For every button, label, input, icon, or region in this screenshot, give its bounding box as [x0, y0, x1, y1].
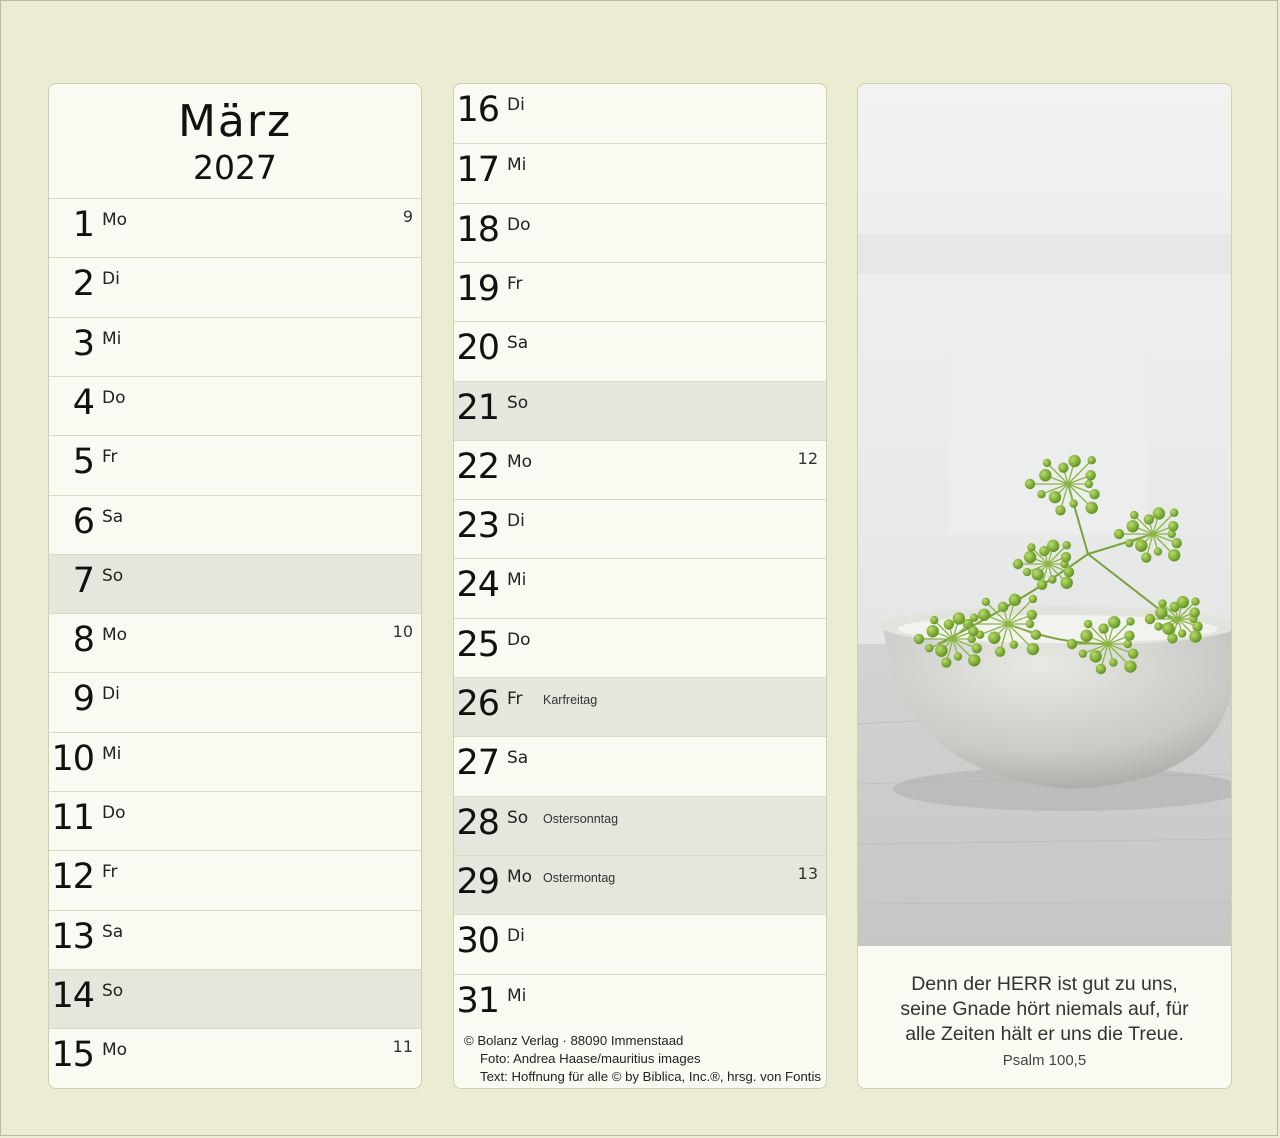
weekday-name: So [102, 980, 124, 1001]
day-row [454, 321, 826, 380]
week-number: 13 [797, 863, 818, 883]
imprint [454, 1027, 826, 1086]
weekday-name: Mo [507, 866, 533, 887]
day-number: 18 [456, 209, 499, 250]
weekday-name: Di [102, 684, 120, 705]
bible-quote [858, 972, 1231, 1047]
holiday-label: Ostermontag [543, 870, 616, 885]
weekday-name: Fr [507, 689, 523, 709]
day-number: 27 [456, 743, 499, 784]
day-number: 1 [72, 205, 94, 245]
weekday-name: Mo [102, 1040, 128, 1061]
day-row [454, 84, 826, 143]
calendar-column-2 [453, 83, 827, 1089]
holiday-label: Ostersonntag [543, 811, 619, 826]
day-row [454, 677, 826, 736]
weekday-name: So [102, 565, 124, 586]
day-row [454, 558, 826, 617]
weekday-name: Sa [507, 333, 529, 354]
day-number: 15 [51, 1035, 94, 1076]
day-number: 5 [72, 442, 94, 483]
weekday-name: Di [507, 926, 525, 947]
day-number: 6 [72, 501, 94, 542]
day-number: 16 [456, 90, 499, 130]
day-row [454, 914, 826, 973]
day-row [454, 499, 826, 558]
day-number: 17 [456, 150, 499, 191]
day-row [454, 796, 826, 855]
day-row [49, 672, 421, 731]
day-number: 9 [72, 679, 94, 720]
weekday-name: Mi [102, 743, 122, 764]
day-number: 26 [456, 684, 499, 724]
day-row [454, 736, 826, 795]
day-number: 11 [51, 798, 94, 838]
day-row [49, 198, 421, 257]
day-row [49, 317, 421, 376]
weekday-name: Fr [102, 862, 118, 883]
day-number: 8 [72, 620, 94, 661]
weekday-name: Di [507, 511, 525, 532]
week-number: 11 [392, 1037, 413, 1057]
day-row [49, 257, 421, 316]
weekday-name: Mi [102, 328, 122, 349]
weekday-name: Mo [102, 210, 128, 230]
week-number: 9 [402, 207, 413, 226]
day-row [454, 974, 826, 1033]
quote-line-3: alle Zeiten hält er uns die Treue. [905, 1023, 1184, 1045]
day-number: 4 [72, 382, 94, 423]
day-row [454, 203, 826, 262]
year-title: 2027 [193, 148, 277, 187]
day-number: 29 [456, 861, 499, 902]
day-row [454, 440, 826, 499]
day-number: 22 [456, 446, 499, 487]
holiday-label: Karfreitag [543, 693, 598, 707]
quote-source: Psalm 100,5 [1002, 1052, 1087, 1069]
day-row [454, 262, 826, 321]
day-row [49, 1028, 421, 1087]
day-row [454, 381, 826, 440]
weekday-name: Mo [102, 625, 128, 646]
weekday-name: Mi [507, 155, 527, 176]
day-row [49, 791, 421, 850]
weekday-name: So [507, 392, 529, 413]
day-row [49, 376, 421, 435]
imprint-photo-credit: Foto: Andrea Haase/mauritius images [480, 1051, 701, 1066]
day-number: 3 [72, 323, 94, 364]
day-number: 28 [456, 802, 499, 843]
day-row [49, 732, 421, 791]
day-number: 21 [456, 387, 499, 428]
weekday-name: Fr [102, 447, 118, 468]
weekday-name: Do [102, 387, 126, 408]
weekday-name: So [507, 807, 529, 828]
weekday-name: Fr [507, 273, 523, 294]
day-number: 25 [456, 624, 499, 665]
imprint-publisher: © Bolanz Verlag · 88090 Immenstaad [464, 1033, 684, 1048]
weekday-name: Sa [102, 921, 124, 942]
weekday-name: Mo [507, 451, 533, 472]
day-number: 2 [72, 264, 94, 305]
photo-quote-column [857, 83, 1232, 1089]
day-number: 7 [72, 560, 94, 601]
weekday-name: Di [102, 269, 120, 290]
weekday-name: Mi [507, 985, 527, 1006]
day-row [49, 495, 421, 554]
weekday-name: Mi [507, 570, 527, 591]
calendar-column-1 [48, 83, 422, 1089]
day-row [49, 554, 421, 613]
day-number: 30 [456, 921, 499, 962]
weekday-name: Do [507, 214, 531, 235]
weekday-name: Sa [102, 506, 124, 527]
day-number: 23 [456, 506, 499, 547]
weekday-name: Sa [507, 748, 529, 769]
day-number: 20 [456, 328, 499, 369]
day-row [49, 850, 421, 909]
month-title: März [177, 96, 293, 147]
week-number: 12 [797, 448, 818, 468]
imprint-text-credit: Text: Hoffnung für alle © by Biblica, Inc.®, hrsg. von Fontis [480, 1069, 821, 1084]
day-number: 24 [456, 565, 499, 606]
day-number: 10 [51, 738, 94, 779]
weekday-name: Do [102, 803, 126, 823]
day-row [454, 143, 826, 202]
day-number: 19 [456, 268, 499, 309]
day-row [49, 435, 421, 494]
weekday-name: Di [507, 95, 525, 115]
day-number: 12 [51, 857, 94, 898]
day-row [49, 613, 421, 672]
weekday-name: Do [507, 629, 531, 650]
day-number: 14 [51, 975, 94, 1016]
day-number: 13 [51, 916, 94, 957]
plant-bowl-photo [858, 84, 1232, 946]
quote-line-2: seine Gnade hört niemals auf, für [900, 998, 1189, 1020]
day-row [454, 855, 826, 914]
day-number: 31 [456, 980, 499, 1021]
day-row [454, 618, 826, 677]
quote-line-1: Denn der HERR ist gut zu uns, [911, 973, 1178, 995]
day-row [49, 969, 421, 1028]
week-number: 10 [392, 622, 413, 642]
day-row [49, 910, 421, 969]
month-header [49, 84, 421, 198]
